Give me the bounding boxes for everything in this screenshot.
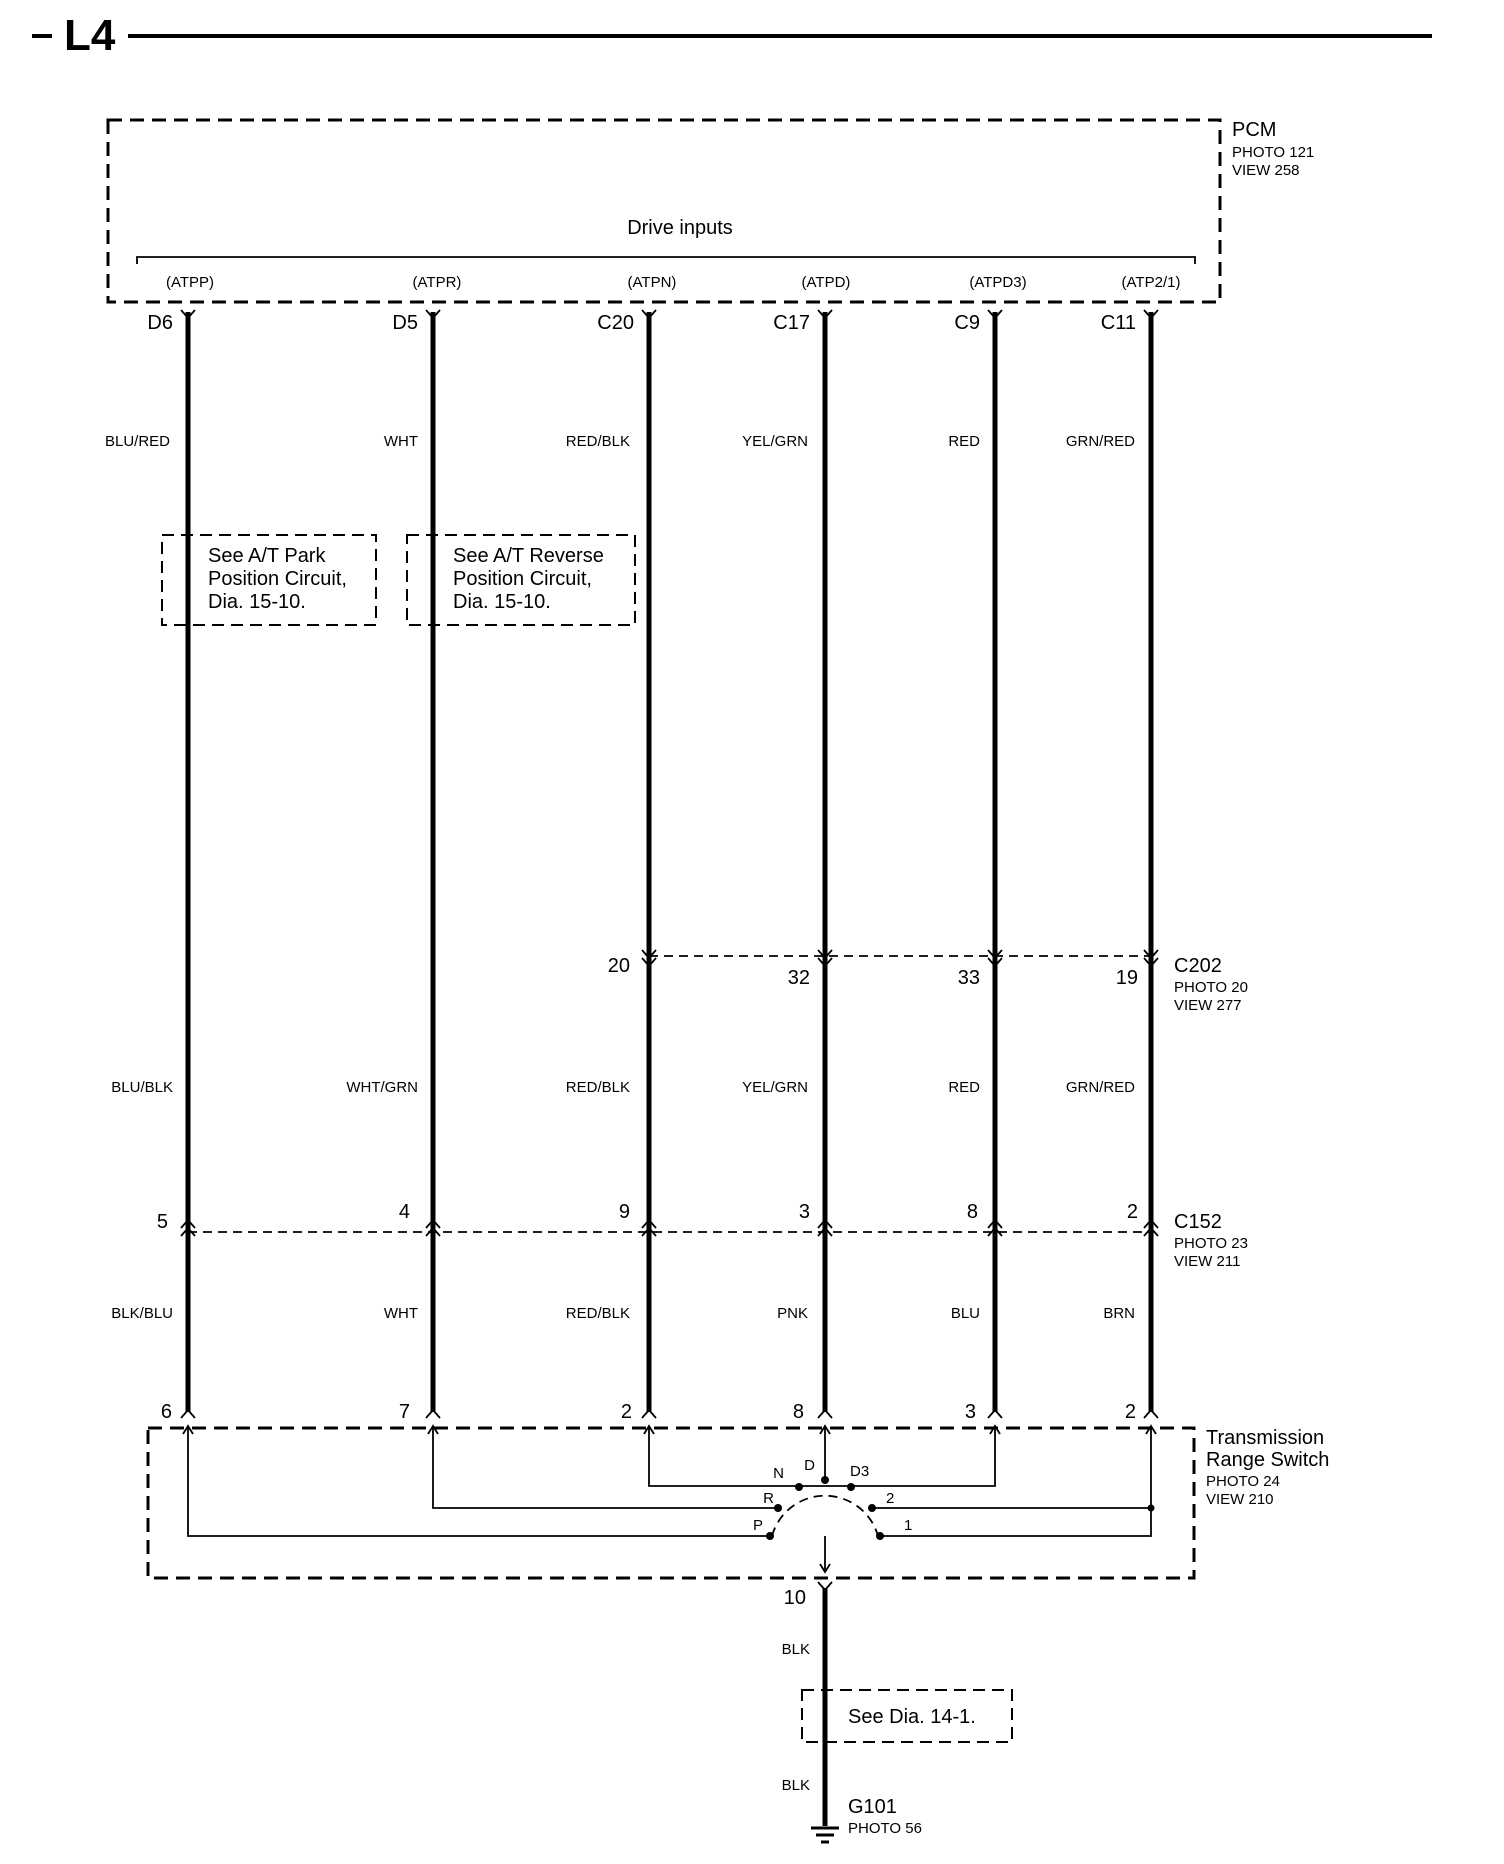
ground-wire-color-upper: BLK (781, 1641, 810, 1658)
trs-contact-1 (876, 1532, 884, 1540)
ground-wire-color-lower: BLK (781, 1777, 810, 1794)
ground-symbol-icon (811, 1828, 839, 1842)
signal-atpr: (ATPR) (412, 274, 462, 291)
pcm-view: VIEW 258 (1232, 162, 1300, 179)
trs-pin: 8 (792, 1401, 804, 1423)
pcm-name: PCM (1232, 119, 1277, 141)
wire-color-mid: RED (948, 1079, 980, 1096)
trs-ground-pin: 10 (783, 1587, 806, 1609)
c202-pin: 20 (607, 955, 630, 977)
pcm-pin-c20: C20 (597, 312, 634, 334)
wire-color-mid: WHT/GRN (346, 1079, 418, 1096)
park-circuit-note-line1: See A/T Park (208, 545, 326, 567)
c202-photo: PHOTO 20 (1174, 979, 1248, 996)
c152-pin: 4 (398, 1201, 410, 1223)
ground-note: See Dia. 14-1. (848, 1706, 976, 1728)
trs-contact-p (766, 1532, 774, 1540)
trs-position-p: P (752, 1517, 763, 1534)
signal-atp21: (ATP2/1) (1121, 274, 1181, 291)
pcm-pin-c11: C11 (1100, 312, 1136, 334)
c152-pin: 3 (798, 1201, 810, 1223)
park-circuit-note-line2: Position Circuit, (208, 568, 347, 590)
pcm-pin-d5: D5 (392, 312, 418, 334)
trs-name-line2: Range Switch (1206, 1449, 1330, 1471)
ground-photo: PHOTO 56 (848, 1820, 922, 1837)
c152-pin: 2 (1126, 1201, 1138, 1223)
trs-pin: 3 (964, 1401, 976, 1423)
trs-pin-marker (1144, 1410, 1158, 1418)
trs-pin-marker (988, 1410, 1002, 1418)
c152-pin: 9 (618, 1201, 630, 1223)
wire-color-lower: BLK/BLU (111, 1305, 173, 1322)
trs-junction (1148, 1505, 1155, 1512)
trs-photo: PHOTO 24 (1206, 1473, 1280, 1490)
drive-inputs-bracket (137, 257, 1195, 264)
trs-pin: 7 (398, 1401, 410, 1423)
ground-name: G101 (848, 1796, 897, 1818)
wire-color-mid: BLU/BLK (111, 1079, 173, 1096)
trs-internal-wire-n-d3 (649, 1426, 995, 1486)
wire-color-mid: GRN/RED (1065, 1079, 1135, 1096)
wire-color-upper: YEL/GRN (742, 433, 808, 450)
trs-pin: 2 (620, 1401, 632, 1423)
reverse-circuit-note-line3: Dia. 15-10. (453, 591, 551, 613)
signal-atpd3: (ATPD3) (969, 274, 1027, 291)
trs-pin-marker (181, 1410, 195, 1418)
trs-pin-marker (426, 1410, 440, 1418)
wire-color-lower: BLU (950, 1305, 980, 1322)
trs-position-r: R (763, 1490, 774, 1507)
wire-color-lower: BRN (1103, 1305, 1135, 1322)
trs-contact-d (821, 1476, 829, 1484)
wire-color-lower: RED/BLK (565, 1305, 630, 1322)
wire-color-lower: PNK (777, 1305, 808, 1322)
signal-atpn: (ATPN) (627, 274, 677, 291)
c152-view: VIEW 211 (1174, 1253, 1241, 1270)
wire-color-upper: GRN/RED (1065, 433, 1135, 450)
signal-atpd: (ATPD) (801, 274, 851, 291)
trs-box (148, 1428, 1194, 1578)
c152-pin: 8 (966, 1201, 978, 1223)
drive-inputs-label: Drive inputs (627, 217, 733, 239)
trs-pin-marker (642, 1410, 656, 1418)
wire-color-mid: RED/BLK (565, 1079, 630, 1096)
trs-contact-2 (868, 1504, 876, 1512)
trs-internal-wire-2-1 (873, 1426, 1151, 1536)
wire-color-upper: WHT (383, 433, 418, 450)
c202-view: VIEW 277 (1174, 997, 1242, 1014)
pcm-pin-d6: D6 (147, 312, 173, 334)
c202-name: C202 (1174, 955, 1222, 977)
trs-position-d3: D3 (850, 1463, 870, 1480)
c202-pin: 33 (957, 967, 980, 989)
c152-name: C152 (1174, 1211, 1222, 1233)
trs-selector-arc (772, 1496, 878, 1536)
trs-pin: 6 (160, 1401, 172, 1423)
diagram-code: L4 (64, 11, 116, 60)
pcm-photo: PHOTO 121 (1232, 144, 1315, 161)
trs-contact-r (774, 1504, 782, 1512)
signal-atpp: (ATPP) (165, 274, 215, 291)
trs-pin: 2 (1124, 1401, 1136, 1423)
pcm-pin-c17: C17 (773, 312, 810, 334)
c152-pin: 5 (156, 1211, 168, 1233)
c202-pin: 32 (787, 967, 810, 989)
trs-position-2: 2 (886, 1490, 895, 1507)
trs-position-n: N (773, 1465, 784, 1482)
wire-color-lower: WHT (383, 1305, 418, 1322)
trs-contact-n (795, 1483, 803, 1491)
wire-color-upper: BLU/RED (104, 433, 170, 450)
trs-internal-wire-r (433, 1426, 778, 1508)
trs-contact-d3 (847, 1483, 855, 1491)
trs-internal-wire-p (188, 1426, 768, 1536)
trs-view: VIEW 210 (1206, 1491, 1274, 1508)
wire-color-upper: RED (948, 433, 980, 450)
reverse-circuit-note-line1: See A/T Reverse (453, 545, 604, 567)
c202-pin: 19 (1115, 967, 1138, 989)
wire-color-mid: YEL/GRN (742, 1079, 808, 1096)
trs-position-1: 1 (904, 1517, 913, 1534)
trs-position-d: D (804, 1457, 815, 1474)
trs-pin-marker (818, 1410, 832, 1418)
c152-photo: PHOTO 23 (1174, 1235, 1248, 1252)
reverse-circuit-note-line2: Position Circuit, (453, 568, 592, 590)
park-circuit-note-line3: Dia. 15-10. (208, 591, 306, 613)
pcm-pin-c9: C9 (954, 312, 980, 334)
trs-name-line1: Transmission (1206, 1427, 1325, 1449)
wire-color-upper: RED/BLK (565, 433, 630, 450)
